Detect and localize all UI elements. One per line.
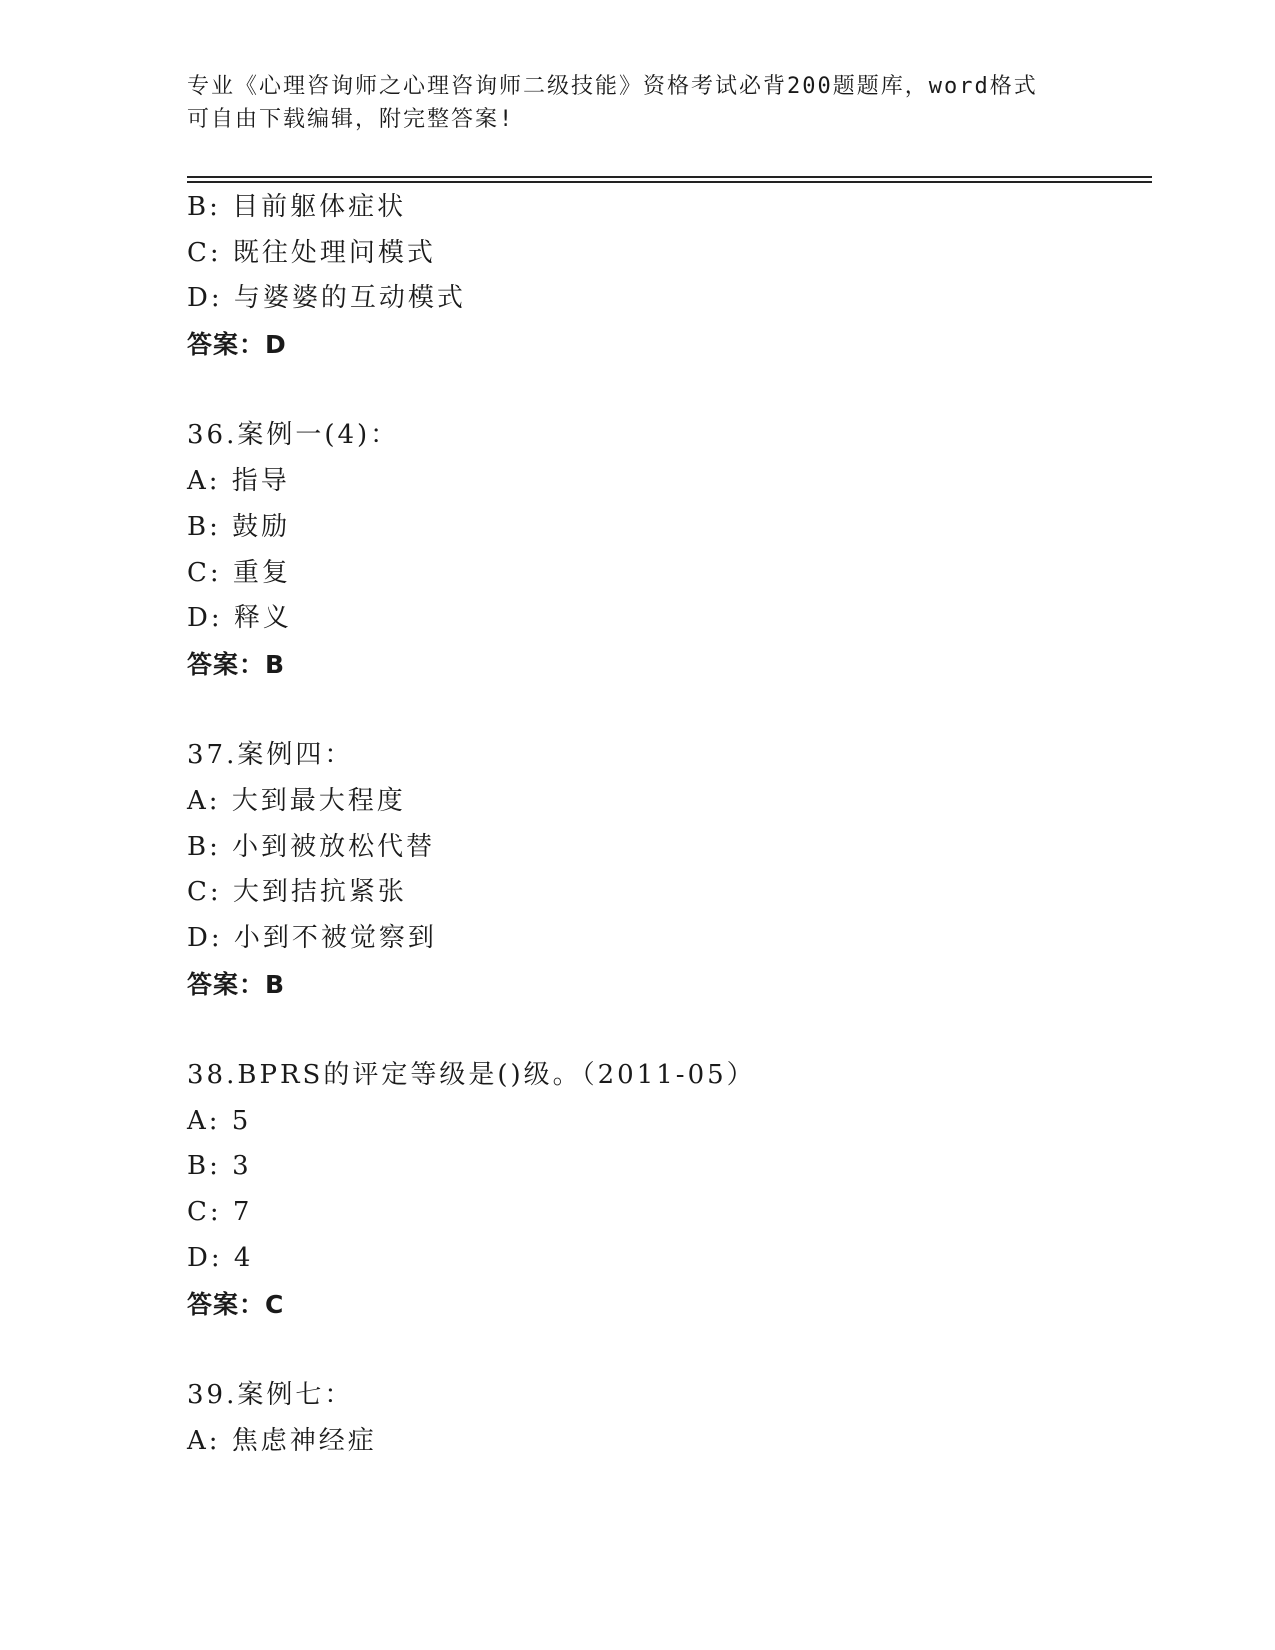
answer-option: D: 4 xyxy=(187,1242,254,1273)
answer-option: D: 与婆婆的互动模式 xyxy=(187,283,466,314)
answer-option: C: 既往处理问模式 xyxy=(187,237,436,268)
header-title-line: 专业《心理咨询师之心理咨询师二级技能》资格考试必背200题题库，word格式 xyxy=(187,74,1038,99)
answer-option: A: 指导 xyxy=(187,466,290,497)
answer-line: 答案：B xyxy=(187,649,286,679)
header-rule-bottom xyxy=(187,181,1152,183)
header-subtitle-line: 可自由下载编辑，附完整答案! xyxy=(187,107,515,132)
question-stem: 39.案例七： xyxy=(187,1379,354,1410)
question-stem: 38.BPRS的评定等级是()级。（2011-05） xyxy=(187,1060,756,1091)
answer-option: C: 重复 xyxy=(187,557,291,588)
answer-option: D: 释义 xyxy=(187,603,292,634)
blank-spacer xyxy=(187,1007,1147,1053)
answer-option: A: 5 xyxy=(187,1105,252,1136)
answer-line: 答案：B xyxy=(187,969,286,999)
question-list xyxy=(187,185,1147,1464)
answer-option: A: 大到最大程度 xyxy=(187,785,406,816)
answer-option: B: 3 xyxy=(187,1151,252,1182)
blank-spacer xyxy=(187,368,1147,414)
answer-line: 答案：D xyxy=(187,330,287,360)
blank-spacer xyxy=(187,1327,1147,1373)
answer-option: A: 焦虑神经症 xyxy=(187,1425,377,1456)
answer-option: B: 小到被放松代替 xyxy=(187,831,436,862)
answer-option: B: 目前躯体症状 xyxy=(187,192,407,222)
blank-spacer xyxy=(187,688,1147,734)
document-header xyxy=(187,70,1087,136)
question-stem: 37.案例四： xyxy=(187,740,354,771)
answer-option: C: 大到拮抗紧张 xyxy=(187,877,407,908)
header-rule-top xyxy=(187,176,1152,178)
question-stem: 36.案例一(4)： xyxy=(187,420,400,451)
answer-line: 答案：C xyxy=(187,1289,285,1319)
answer-option: B: 鼓励 xyxy=(187,511,291,542)
answer-option: D: 小到不被觉察到 xyxy=(187,923,437,953)
answer-option: C: 7 xyxy=(187,1197,253,1228)
